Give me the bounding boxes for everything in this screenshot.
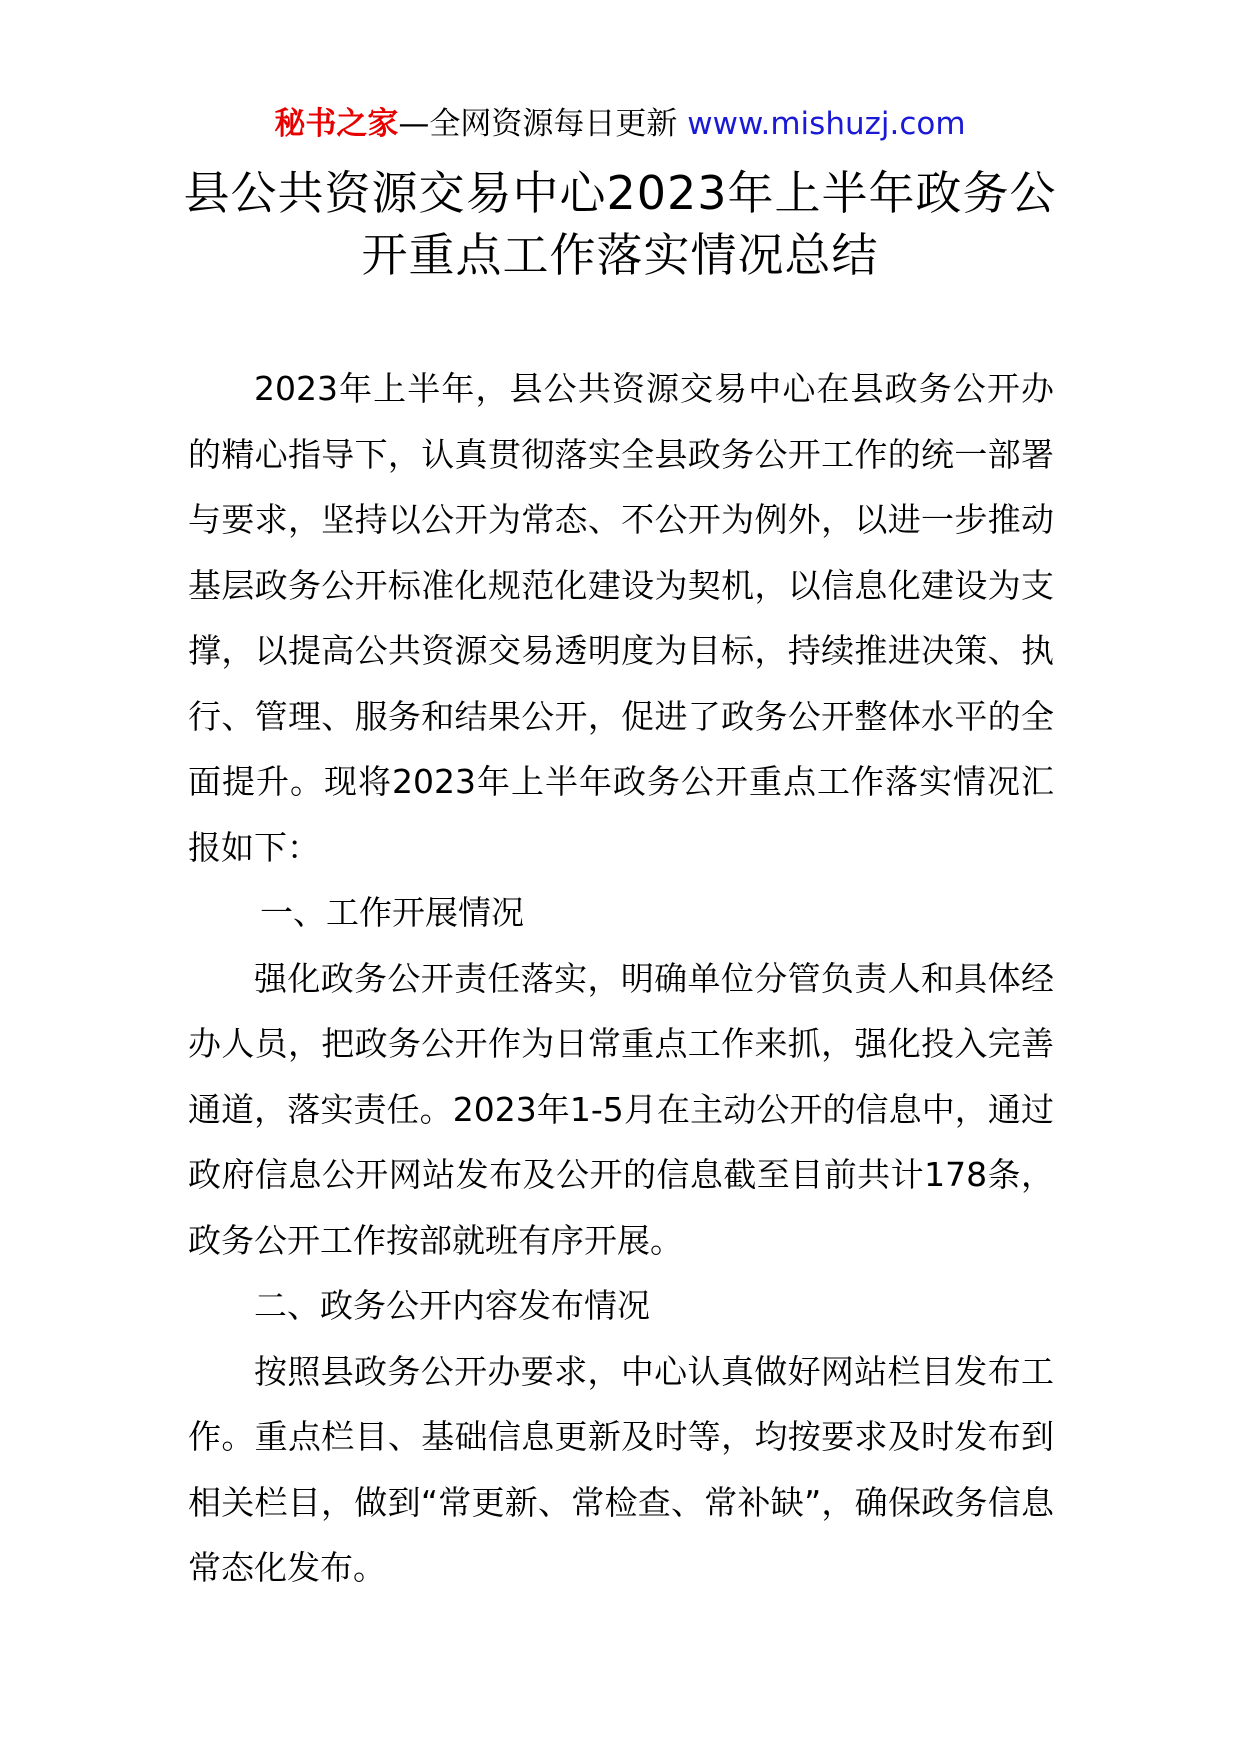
site-header	[0, 104, 1240, 144]
section-heading-2: 二、政务公开内容发布情况	[254, 1286, 650, 1325]
title-line-2: 开重点工作落实情况总结	[361, 228, 879, 282]
site-url[interactable]: www.mishuzj.com	[687, 106, 966, 142]
title-line-1: 县公共资源交易中心2023年上半年政务公	[183, 166, 1057, 220]
section-1-paragraph: 强化政务公开责任落实，明确单位分管负责人和具体经办人员，把政务公开作为日常重点工作来抓，强化投入完善通道，落实责任。2023年1-5月在主动公开的信息中，通过政府信息公开网站发布及公开的信息截至目前共计178条，政务公开工作按部就班有序开展。	[188, 958, 1054, 1260]
section-heading-1: 一、工作开展情况	[260, 893, 524, 932]
section-2-paragraph: 按照县政务公开办要求，中心认真做好网站栏目发布工作。重点栏目、基础信息更新及时等，均按要求及时发布到相关栏目，做到“常更新、常检查、常补缺”，确保政务信息常态化发布。	[188, 1351, 1054, 1587]
document-body	[188, 356, 1054, 1601]
slogan: —全网资源每日更新	[398, 106, 688, 142]
document-title	[150, 162, 1090, 286]
intro-paragraph: 2023年上半年，县公共资源交易中心在县政务公开办的精心指导下，认真贯彻落实全县政务公开工作的统一部署与要求，坚持以公开为常态、不公开为例外，以进一步推动基层政务公开标准化规范化建设为契机，以信息化建设为支撑，以提高公共资源交易透明度为目标，持续推进决策、执行、管理、服务和结果公开，促进了政务公开整体水平的全面提升。现将2023年上半年政务公开重点工作落实情况汇报如下：	[188, 369, 1054, 867]
brand-name: 秘书之家	[274, 106, 399, 142]
